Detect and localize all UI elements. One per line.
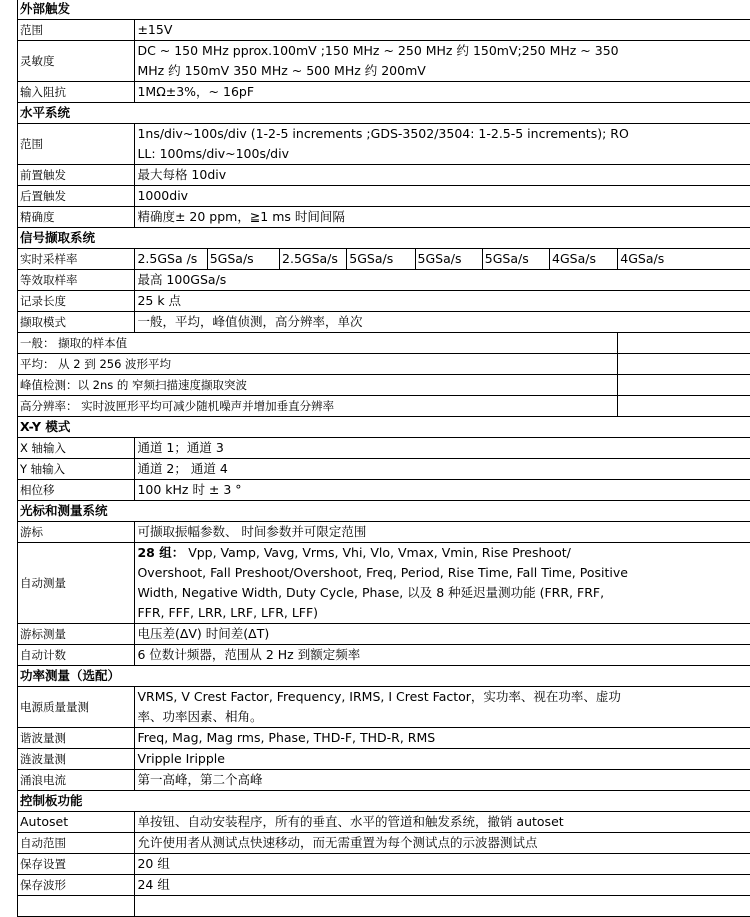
row-label: Y 轴输入 — [18, 459, 135, 480]
table-row — [18, 312, 750, 333]
table-row — [18, 41, 750, 82]
row-label: 撷取模式 — [18, 312, 135, 333]
row-value: 单按钮、自动安装程序，所有的垂直、水平的管道和触发系统，撤销 autoset — [135, 812, 750, 833]
row-label: 范围 — [18, 20, 135, 41]
table-row — [18, 875, 750, 896]
row-value: VRMS, V Crest Factor, Frequency, IRMS, I Crest Factor，实功率、视在功率、虚功率、功率因素、相角。 — [135, 687, 750, 728]
row-label: 相位移 — [18, 480, 135, 501]
row-label: 等效取样率 — [18, 270, 135, 291]
row-label: 前置触发 — [18, 165, 135, 186]
row-value: 通道 1；通道 3 — [135, 438, 750, 459]
row-label: 游标 — [18, 522, 135, 543]
row-value: 24 组 — [135, 875, 750, 896]
sample-rate-cell: 5GSa/s — [347, 249, 415, 270]
sample-rate-cell: 2.5GSa /s — [135, 249, 207, 270]
table-row — [18, 186, 750, 207]
row-label: 游标测量 — [18, 624, 135, 645]
table-row — [18, 645, 750, 666]
row-value: 一般，平均，峰值侦测，高分辨率，单次 — [135, 312, 750, 333]
sample-rate-cell: 2.5GSa/s — [280, 249, 347, 270]
row-label: 自动测量 — [18, 543, 135, 624]
section-header-row — [18, 501, 750, 522]
table-row — [18, 375, 750, 396]
section-header-row — [18, 666, 750, 687]
sample-rate-cell: 4GSa/s — [550, 249, 618, 270]
sample-rate-cell: 5GSa/s — [207, 249, 279, 270]
row-value: 1ns/div~100s/div (1-2-5 increments ;GDS-3502/3504: 1-2.5-5 increments); ROLL: 100ms/div~100s/div — [135, 124, 750, 165]
table-row — [18, 543, 750, 624]
row-value: Vripple Iripple — [135, 749, 750, 770]
row-value: 允许使用者从测试点快速移动，而无需重置为每个测试点的示波器测试点 — [135, 833, 750, 854]
table-row — [18, 854, 750, 875]
row-label: 精确度 — [18, 207, 135, 228]
section-header-row — [18, 0, 750, 20]
section-title: 控制板功能 — [18, 791, 750, 812]
row-value: 100 kHz 时 ± 3 ° — [135, 480, 750, 501]
row-label: 输入阻抗 — [18, 82, 135, 103]
table-row — [18, 207, 750, 228]
row-value: 25 k 点 — [135, 291, 750, 312]
table-row — [18, 354, 750, 375]
row-label: 电源质量量测 — [18, 687, 135, 728]
row-value: 通道 2； 通道 4 — [135, 459, 750, 480]
row-value: 20 组 — [135, 854, 750, 875]
mode-note: 一般： 撷取的样本值 — [18, 333, 618, 354]
sample-rate-cell: 5GSa/s — [415, 249, 482, 270]
table-row — [18, 812, 750, 833]
section-header-row — [18, 103, 750, 124]
row-value: 可撷取振幅参数、 时间参数并可限定范围 — [135, 522, 750, 543]
section-title: 信号撷取系统 — [18, 228, 750, 249]
row-label: X 轴输入 — [18, 438, 135, 459]
row-label: 自动范围 — [18, 833, 135, 854]
row-value: 电压差(ΔV) 时间差(ΔT) — [135, 624, 750, 645]
mode-note: 高分辨率： 实时波匣形平均可减少随机噪声并增加垂直分辨率 — [18, 396, 618, 417]
row-label: 保存波形 — [18, 875, 135, 896]
row-value: ±15V — [135, 20, 750, 41]
row-label: 记录长度 — [18, 291, 135, 312]
row-value: 精确度± 20 ppm，≧1 ms 时间间隔 — [135, 207, 750, 228]
section-header-row — [18, 417, 750, 438]
auto-measure-list: Vpp, Vamp, Vavg, Vrms, Vhi, Vlo, Vmax, Vmin, Rise Preshoot/ Overshoot, Fall Preshoot/Overshoot, Freq, Period, Rise Time, Fall Time, Positive Width, Negative Width, Duty Cycle, Phase, 以及 8 种延迟量测功能 (FRR, FRF, FFR, FFF, LRR, LRF, LFR, LFF) — [137, 545, 628, 620]
row-value: Freq, Mag, Mag rms, Phase, THD-F, THD-R, RMS — [135, 728, 750, 749]
table-row — [18, 124, 750, 165]
row-label: 范围 — [18, 124, 135, 165]
table-row — [18, 896, 750, 917]
row-value: 第一高峰，第二个高峰 — [135, 770, 750, 791]
auto-count-label: 28 组： — [137, 545, 184, 560]
table-row — [18, 833, 750, 854]
table-row — [18, 291, 750, 312]
table-row — [18, 522, 750, 543]
row-label: 涟波量测 — [18, 749, 135, 770]
row-value: 1000div — [135, 186, 750, 207]
table-row — [18, 333, 750, 354]
section-title: 外部触发 — [18, 0, 750, 20]
row-value — [135, 543, 750, 624]
row-value: DC ~ 150 MHz pprox.100mV ;150 MHz ~ 250 MHz 约 150mV;250 MHz ~ 350 MHz 约 150mV 350 MHz ~ 500 MHz 约 200mV — [135, 41, 750, 82]
table-row — [18, 728, 750, 749]
mode-note: 平均： 从 2 到 256 波形平均 — [18, 354, 618, 375]
row-value: 最高 100GSa/s — [135, 270, 750, 291]
row-label: 灵敏度 — [18, 41, 135, 82]
section-header-row — [18, 791, 750, 812]
row-label: Autoset — [18, 812, 135, 833]
section-header-row — [18, 228, 750, 249]
row-label: 后置触发 — [18, 186, 135, 207]
row-value: 1MΩ±3%，~ 16pF — [135, 82, 750, 103]
table-row — [18, 480, 750, 501]
row-label: 实时采样率 — [18, 249, 135, 270]
mode-note: 峰值检测：以 2ns 的 窄频扫描速度撷取突波 — [18, 375, 618, 396]
section-title: 水平系统 — [18, 103, 750, 124]
table-row — [18, 459, 750, 480]
row-label: 涌浪电流 — [18, 770, 135, 791]
section-title: 光标和测量系统 — [18, 501, 750, 522]
table-row — [18, 624, 750, 645]
table-row — [18, 270, 750, 291]
row-label: 保存设置 — [18, 854, 135, 875]
table-row — [18, 396, 750, 417]
section-title: 功率测量（选配） — [18, 666, 750, 687]
table-row — [18, 770, 750, 791]
row-value: 最大每格 10div — [135, 165, 750, 186]
row-label: 谐波量测 — [18, 728, 135, 749]
table-row — [18, 249, 750, 270]
sample-rate-cell: 5GSa/s — [482, 249, 549, 270]
section-title: X-Y 模式 — [18, 417, 750, 438]
table-row — [18, 20, 750, 41]
table-row — [18, 82, 750, 103]
table-row — [18, 438, 750, 459]
row-value: 6 位数计频器，范围从 2 Hz 到额定频率 — [135, 645, 750, 666]
table-row — [18, 749, 750, 770]
spec-table — [17, 0, 750, 917]
row-label: 自动计数 — [18, 645, 135, 666]
table-row — [18, 165, 750, 186]
table-row — [18, 687, 750, 728]
sample-rate-cell: 4GSa/s — [618, 249, 750, 270]
